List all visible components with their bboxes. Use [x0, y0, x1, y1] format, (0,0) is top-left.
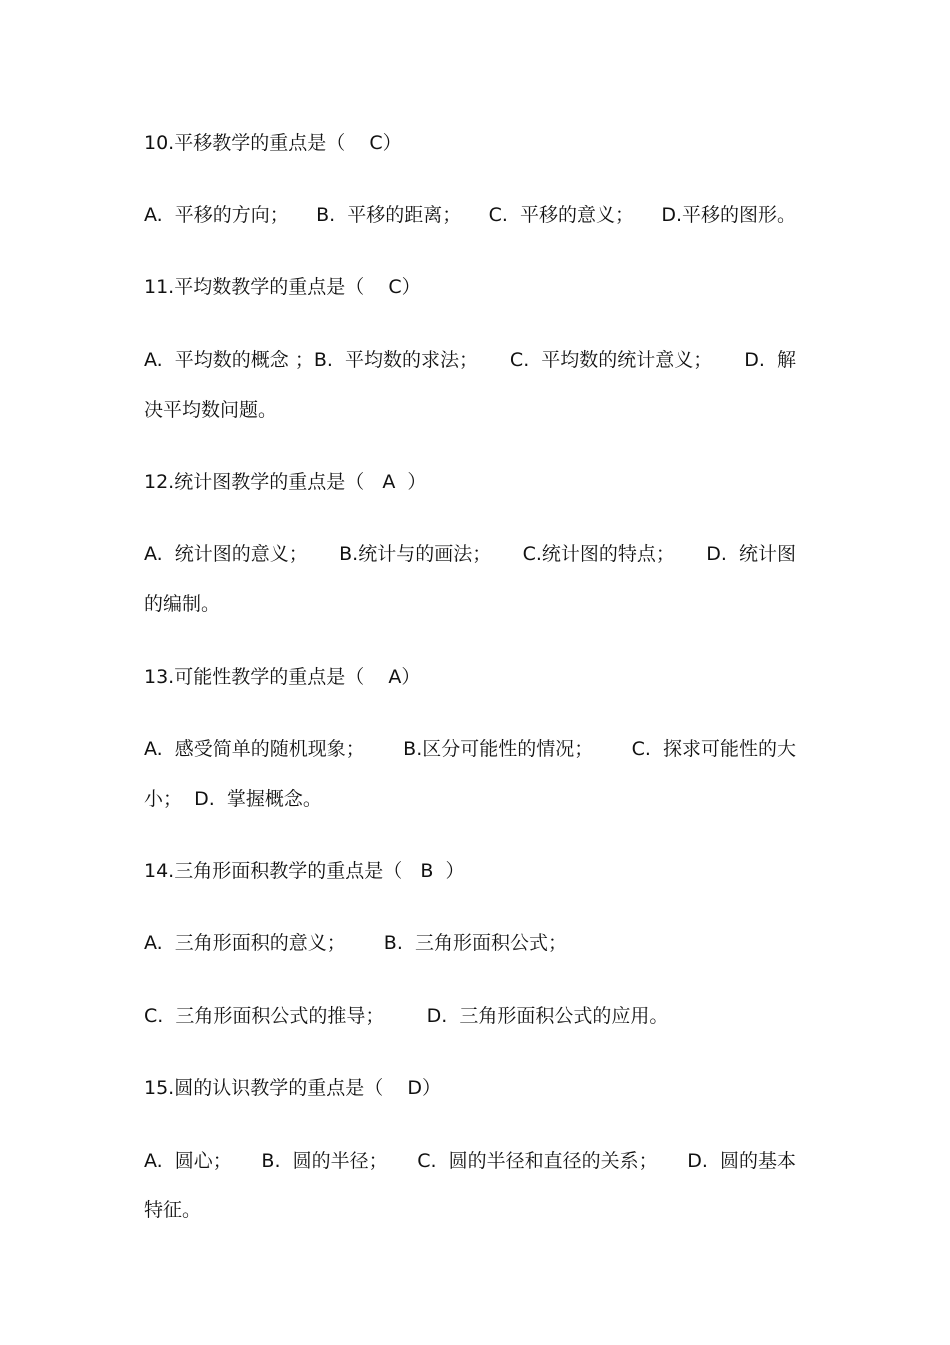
question-15-stem: 15.圆的认识教学的重点是（ D）	[144, 1077, 442, 1099]
question-11-options-cont: 决平均数问题。	[144, 399, 278, 421]
question-15-options-cont: 特征。	[144, 1199, 202, 1221]
question-14-option-b: B. 三角形面积公式；	[383, 932, 567, 954]
question-12-stem: 12.统计图教学的重点是（ A ）	[144, 471, 427, 493]
question-14-option-a: A. 三角形面积的意义；	[144, 932, 346, 954]
question-13-options	[144, 737, 796, 761]
question-13-stem: 13.可能性教学的重点是（ A）	[144, 666, 421, 688]
question-12-option-b: B.统计与的画法；	[339, 543, 492, 565]
question-12-option-a: A. 统计图的意义；	[144, 543, 308, 565]
question-10-option-d: D.平移的图形。	[661, 204, 796, 226]
question-11-option-c: C. 平均数的统计意义；	[509, 349, 713, 371]
question-15-options	[144, 1149, 796, 1173]
question-12-options-cont: 的编制。	[144, 593, 221, 615]
question-11-stem: 11.平均数教学的重点是（ C）	[144, 276, 421, 298]
question-14-stem: 14.三角形面积教学的重点是（ B ）	[144, 860, 465, 882]
question-12-option-d: D. 统计图	[706, 543, 796, 565]
question-15-option-a: A. 圆心；	[144, 1150, 232, 1172]
question-15-option-b: B. 圆的半径；	[261, 1150, 388, 1172]
question-12-option-c: C.统计图的特点；	[522, 543, 675, 565]
question-10-option-c: C. 平移的意义；	[488, 204, 634, 226]
question-10-option-b: B. 平移的距离；	[316, 204, 462, 226]
question-11-option-d: D. 解	[744, 349, 796, 371]
question-13-option-a: A. 感受简单的随机现象；	[144, 738, 365, 760]
question-14-options	[144, 931, 567, 955]
question-15-option-c: C. 圆的半径和直径的关系；	[417, 1150, 658, 1172]
question-12-options	[144, 542, 796, 566]
question-10-stem: 10.平移教学的重点是（ C）	[144, 132, 402, 154]
question-14-options-cont: C. 三角形面积公式的推导； D. 三角形面积公式的应用。	[144, 1005, 669, 1027]
question-13-option-c: C. 探求可能性的大	[631, 738, 796, 760]
question-10-option-a: A. 平移的方向；	[144, 204, 289, 226]
question-10-options	[144, 203, 796, 227]
question-13-option-b: B.区分可能性的情况；	[403, 738, 594, 760]
question-13-options-cont: 小； D. 掌握概念。	[144, 788, 322, 810]
question-11-options	[144, 348, 796, 372]
question-11-option-ab: A. 平均数的概念 ；B. 平均数的求法；	[144, 349, 478, 371]
question-15-option-d: D. 圆的基本	[687, 1150, 796, 1172]
